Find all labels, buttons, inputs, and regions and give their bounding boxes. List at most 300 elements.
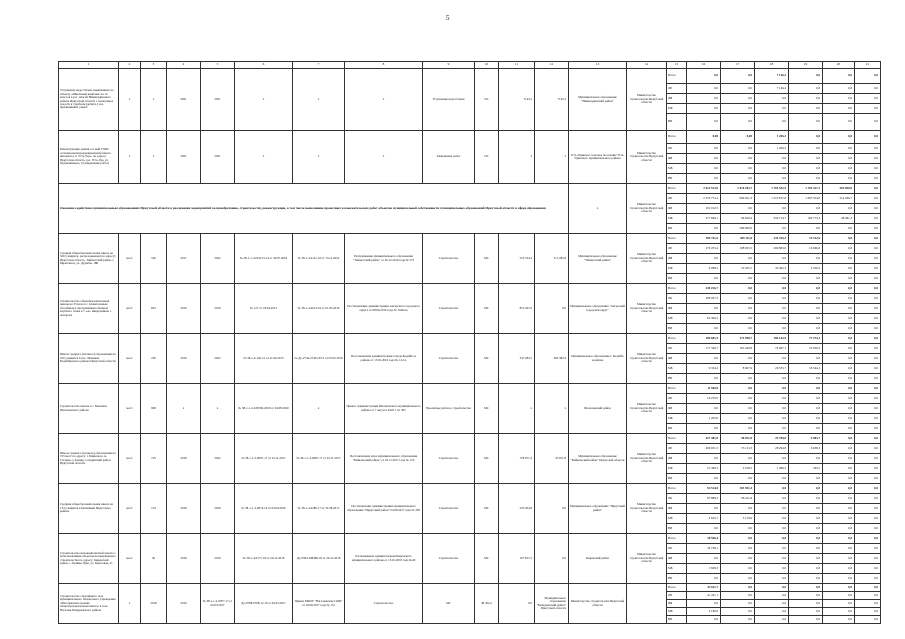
amount-cell: 0,0 [755, 154, 789, 164]
header-row [59, 62, 881, 69]
amount-cell: 0,0 [687, 154, 721, 164]
column-number-cell: 15 [667, 62, 687, 69]
project-cell: 0,0 [499, 584, 535, 624]
amount-cell: 0,0 [789, 204, 823, 214]
amount-cell: 0,0 [755, 414, 789, 424]
amount-cell: 0,0 [687, 524, 721, 534]
funding-source-cell: ВИ [667, 324, 687, 334]
amount-cell: 345,2 [789, 464, 823, 474]
project-cell: № 127 от 18.04.2013 [235, 284, 293, 334]
amount-cell: 0,0 [823, 600, 855, 608]
amount-cell: 0,0 [855, 224, 881, 234]
project-cell: Строительство [423, 234, 475, 284]
column-number-cell: 1 [59, 62, 119, 69]
project-cell: 50 [141, 534, 167, 584]
project-cell: 2016 [167, 284, 201, 334]
project-cell: Министерство строительства Иркутской области [627, 384, 667, 434]
amount-cell: 0,0 [823, 414, 855, 424]
project-cell: № 38-1-4-192-15 от 21.09.2015 [235, 334, 293, 384]
amount-cell: 0,0 [721, 424, 755, 434]
amount-cell: 0,0 [721, 554, 755, 564]
project-cell: 7145,2 [535, 69, 569, 131]
project-cell: мест [119, 284, 141, 334]
project-cell: Постановление мэра муниципального образования "Байкальский район" от 22.11.2017 года № 153 [345, 434, 423, 484]
object-name-cell: Средняя общеобразовательная школа на 134 учащихся в Целинный Иркутского района [59, 484, 119, 534]
project-cell: Киренский район [569, 534, 627, 584]
amount-cell: 0,0 [755, 608, 789, 616]
funding-source-cell: ВИ [667, 224, 687, 234]
amount-cell: 0,0 [855, 484, 881, 494]
project-cell: Министерство строительства Иркутской области [627, 534, 667, 584]
amount-cell: 43 611,7 [687, 584, 721, 592]
amount-cell: 0,0 [721, 564, 755, 574]
amount-cell: 0,0 [823, 144, 855, 154]
amount-cell: 0,0 [687, 104, 721, 114]
project-cell: 2022 [201, 434, 235, 484]
amount-cell: 0,0 [855, 514, 881, 524]
project-cell: х [499, 384, 535, 434]
funding-source-cell: ФБ [667, 554, 687, 564]
amount-cell: 0,00 [721, 131, 755, 144]
amount-cell: 11 500,0 [687, 384, 721, 394]
amount-cell: 0,0 [721, 414, 755, 424]
amount-cell: 0,0 [855, 274, 881, 284]
project-cell: 2021 [167, 69, 201, 131]
amount-cell: 9 288,2 [687, 264, 721, 274]
amount-cell: 0,0 [789, 600, 823, 608]
project-cell: Шелеховский район [569, 384, 627, 434]
column-number-cell: 11 [499, 62, 535, 69]
amount-cell: 0,0 [855, 244, 881, 254]
amount-cell: 277 669,1 [687, 214, 721, 224]
project-cell: х [535, 384, 569, 434]
amount-cell: 0,0 [855, 144, 881, 154]
project-cell: Устранение недостатков [423, 69, 475, 131]
amount-cell: 0,0 [687, 174, 721, 184]
amount-cell: 28 294,8 [755, 444, 789, 454]
table-row [59, 534, 881, 544]
amount-cell: 0,0 [823, 264, 855, 274]
funding-source-cell: Всего [667, 234, 687, 244]
project-cell: х [141, 131, 167, 184]
project-cell: МС [475, 284, 499, 334]
project-cell: мест [119, 484, 141, 534]
amount-cell: 999 621,3 [721, 194, 755, 204]
project-cell: МС [475, 384, 499, 434]
amount-cell: 580 000,0 [721, 224, 755, 234]
amount-cell: 10 455,7 [721, 264, 755, 274]
amount-cell: 406 031,5 [687, 444, 721, 454]
project-cell: Ду-0384-308489-18 от 20.12.2016 [293, 534, 345, 584]
project-cell: 0,0 [535, 284, 569, 334]
funding-source-cell: Всего [667, 131, 687, 144]
funding-source-cell: ОБ [667, 394, 687, 404]
project-cell: 2018 [141, 584, 167, 624]
amount-cell: 0,0 [721, 504, 755, 514]
amount-cell: 0,0 [755, 404, 789, 414]
amount-cell: 0,0 [823, 474, 855, 484]
column-number-cell: 7 [293, 62, 345, 69]
amount-cell: 79 607,1 [755, 344, 789, 354]
table-row [59, 184, 881, 194]
project-cell: Проектные работы, строительство [423, 384, 475, 434]
amount-cell: 0,0 [789, 384, 823, 394]
funding-source-cell: ОБ [667, 592, 687, 600]
object-name-cell: Устранение недостатков, выявленных по объекту «Школьный комплекс на 14 классов в р.п. Атагай Нижнеудинского района Иркутской области с пользуемое средств в судебном (арбитр.) зал, причинивших ущерб [59, 69, 119, 131]
amount-cell: 0,0 [721, 314, 755, 324]
project-cell: 347 282,5 [499, 334, 535, 384]
amount-cell: 0,0 [823, 504, 855, 514]
amount-cell: 0,0 [789, 524, 823, 534]
column-number-cell: 4 [167, 62, 201, 69]
amount-cell: 0,0 [855, 374, 881, 384]
amount-cell: 0,0 [823, 584, 855, 592]
project-cell: х [345, 131, 423, 184]
amount-cell: 0,0 [755, 224, 789, 234]
amount-cell: 0,0 [755, 616, 789, 624]
amount-cell: 0,0 [823, 69, 855, 84]
amount-cell: 0,0 [755, 424, 789, 434]
amount-cell: 0,0 [855, 214, 881, 224]
project-cell: Завершение работ [423, 131, 475, 184]
project-cell: х [167, 384, 201, 434]
funding-source-cell: ВИ [667, 524, 687, 534]
amount-cell: 1 265,0 [687, 414, 721, 424]
project-cell: х [293, 131, 345, 184]
amount-cell: 2 235 772,4 [687, 194, 721, 204]
amount-cell: 0,0 [721, 592, 755, 600]
program-table [58, 61, 881, 624]
amount-cell: 0,0 [687, 424, 721, 434]
funding-source-cell: МБ [667, 314, 687, 324]
amount-cell: 0,0 [789, 474, 823, 484]
project-cell: мест [119, 534, 141, 584]
amount-cell: 0,0 [823, 314, 855, 324]
amount-cell: 0,0 [855, 184, 881, 194]
amount-cell: 6 983,7 [789, 434, 823, 444]
amount-cell: 0,0 [855, 364, 881, 374]
project-cell: № Ду-2734-2734/10/15 от 03.02.2016 [293, 334, 345, 384]
amount-cell: 0,0 [789, 424, 823, 434]
amount-cell: 109 773,3 [789, 214, 823, 224]
amount-cell: 48 491,3 [823, 214, 855, 224]
amount-cell: 0,0 [823, 284, 855, 294]
amount-cell: 0,0 [721, 524, 755, 534]
amount-cell: 163 240,8 [721, 344, 755, 354]
amount-cell: 0,0 [721, 69, 755, 84]
amount-cell: 0,0 [755, 484, 789, 494]
amount-cell: 0,0 [755, 564, 789, 574]
amount-cell: 0,0 [855, 464, 881, 474]
amount-cell: 0,0 [855, 414, 881, 424]
amount-cell: 0,0 [823, 404, 855, 414]
amount-cell: 62 300,2 [687, 314, 721, 324]
project-cell: 2018 [167, 534, 201, 584]
object-name-cell: Школа среднего (полного) образования на 250 учащихся в пос. Мамакан Бодайбинского района Иркутской области [59, 334, 119, 384]
funding-source-cell: МБ [667, 608, 687, 616]
amount-cell: 0,0 [823, 554, 855, 564]
amount-cell: 0,0 [755, 600, 789, 608]
amount-cell: 0,0 [687, 274, 721, 284]
amount-cell: 0,0 [855, 354, 881, 364]
amount-cell: 249 226,7 [687, 284, 721, 294]
project-cell: 990 [141, 384, 167, 434]
amount-cell: 0,0 [721, 304, 755, 314]
amount-cell: 0,0 [789, 534, 823, 544]
amount-cell: 0,0 [823, 454, 855, 464]
amount-cell: 0,0 [755, 254, 789, 264]
column-number-cell: 13 [569, 62, 627, 69]
amount-cell: 7 146,2 [755, 84, 789, 94]
project-cell: 2016 [167, 334, 201, 384]
amount-cell: 0,0 [823, 444, 855, 454]
project-cell: № 38-1-1-3-0074-16 от 03.09.2016 [235, 484, 293, 534]
amount-cell: 0,0 [789, 274, 823, 284]
amount-cell: 0,0 [855, 304, 881, 314]
amount-cell: 0,0 [855, 254, 881, 264]
funding-source-cell: ОБ [667, 244, 687, 254]
amount-cell: 0,0 [823, 304, 855, 314]
amount-cell: 0,0 [755, 474, 789, 484]
amount-cell: 0,0 [855, 384, 881, 394]
project-cell: № 38-1-4-0280-17 от 31.08.2017 [293, 484, 345, 534]
amount-cell: 0,0 [721, 354, 755, 364]
project-cell: 523 534,4 [499, 234, 535, 284]
funding-source-cell: МБ [667, 264, 687, 274]
amount-cell: 0,0 [721, 324, 755, 334]
amount-cell: 186 681,9 [687, 334, 721, 344]
amount-cell: 0,0 [755, 394, 789, 404]
project-cell: Распоряжение муниципального образования "Тайшетский район" от 26.12.2016 года № 575 [345, 234, 423, 284]
section-title-cell: Оказание содействия муниципальным образованиям Иркутской области в реализации мероприятий по приобретению, строительству, реконструкции, в том числе выполнение проектных и изыскательских работ объектов муниципальной собственности муниципальных образований Иркутской области в сфере образования [59, 184, 569, 234]
project-cell: х [345, 69, 423, 131]
project-cell: 2021 [167, 131, 201, 184]
amount-cell: 101 102,5 [687, 204, 721, 214]
amount-cell: 0,0 [687, 374, 721, 384]
amount-cell: 0,0 [855, 94, 881, 104]
amount-cell: 0,0 [823, 244, 855, 254]
project-cell: Муниципальное образование "Ангарский городской округ" [569, 284, 627, 334]
amount-cell: 8 697,9 [721, 364, 755, 374]
funding-source-cell: ОБ [667, 144, 687, 154]
amount-cell: 0,0 [789, 414, 823, 424]
project-cell: Ду-0768-0768-12 16 от 02.03.2017 [235, 584, 293, 624]
funding-source-cell: Всего [667, 284, 687, 294]
funding-source-cell: МБ [667, 414, 687, 424]
funding-source-cell: ФБ [667, 204, 687, 214]
amount-cell: 0,0 [687, 324, 721, 334]
amount-cell: 10 235,0 [687, 394, 721, 404]
funding-source-cell: ВИ [667, 174, 687, 184]
funding-source-cell: ФБ [667, 304, 687, 314]
amount-cell: 0,0 [789, 174, 823, 184]
project-cell: 0,0 [535, 534, 569, 584]
amount-cell: 0,0 [687, 404, 721, 414]
amount-cell: 0,0 [855, 334, 881, 344]
project-cell: МС [475, 534, 499, 584]
amount-cell: 0,0 [789, 304, 823, 314]
amount-cell: 0,0 [855, 324, 881, 334]
amount-cell: 0,0 [855, 204, 881, 214]
amount-cell: 0,0 [855, 131, 881, 144]
amount-cell: 41 431,1 [687, 592, 721, 600]
amount-cell: 502 850,0 [823, 184, 855, 194]
amount-cell: 98 411,8 [721, 494, 755, 504]
project-cell: 45 811,8 [535, 434, 569, 484]
amount-cell: 0,0 [721, 294, 755, 304]
amount-cell: 1 703 327,3 [789, 184, 823, 194]
amount-cell: 0,0 [755, 294, 789, 304]
funding-source-cell: ОБ [667, 84, 687, 94]
project-cell: 233 204,8 [499, 484, 535, 534]
project-cell: № 38-1-1-3-0097-17 от 23.11.2017 [293, 434, 345, 484]
amount-cell: 0,0 [789, 514, 823, 524]
project-cell: 2017 [167, 234, 201, 284]
amount-cell: 0,0 [755, 284, 789, 294]
amount-cell: 4 625,7 [687, 514, 721, 524]
amount-cell: 0,0 [755, 504, 789, 514]
amount-cell: 0,0 [789, 284, 823, 294]
project-cell: Строительство [423, 534, 475, 584]
amount-cell: 0,0 [789, 616, 823, 624]
amount-cell: 0,0 [687, 454, 721, 464]
project-cell: МС [423, 584, 475, 624]
amount-cell: 0,0 [789, 608, 823, 616]
project-cell: мест [119, 234, 141, 284]
amount-cell: 0,0 [823, 154, 855, 164]
amount-cell: 87 888,3 [687, 494, 721, 504]
amount-cell: 26 535,7 [755, 364, 789, 374]
amount-cell: 0,0 [687, 574, 721, 584]
project-cell: Муниципальное образование "Тайшетский район" [569, 234, 627, 284]
project-cell: Муниципальное образование г. Бодайбо и района [569, 334, 627, 384]
project-cell: мест [119, 334, 141, 384]
amount-cell: 0,0 [789, 494, 823, 504]
amount-cell: 0,0 [789, 592, 823, 600]
amount-cell: 0,0 [823, 564, 855, 574]
amount-cell: 0,0 [687, 164, 721, 174]
project-cell: х [141, 69, 167, 131]
project-cell: 134 [141, 484, 167, 534]
funding-source-cell: ОБ [667, 344, 687, 354]
object-name-cell: Строительство малокомплектной школы с использованием объектов незавершенного строительства по адресу: Киренский район, с. Кривая Лука, ул. Береговая, 21 [59, 534, 119, 584]
amount-cell: 0,0 [823, 394, 855, 404]
project-cell: 2019 [201, 284, 235, 334]
amount-cell: 0,0 [721, 164, 755, 174]
amount-cell: 186 142,9 [755, 334, 789, 344]
amount-cell: 1 603 554,0 [789, 194, 823, 204]
funding-source-cell: ФБ [667, 154, 687, 164]
amount-cell: 0,0 [789, 354, 823, 364]
project-cell: х [499, 131, 535, 184]
table-row [59, 584, 881, 592]
project-cell: Строительство [423, 484, 475, 534]
funding-source-cell: Всего [667, 584, 687, 592]
amount-cell: 198 655,5 [721, 244, 755, 254]
amount-cell: 0,0 [755, 584, 789, 592]
funding-source-cell: Всего [667, 184, 687, 194]
amount-cell: 1 206,2 [755, 144, 789, 154]
project-cell: Постановление администрации муниципального образования "Иркутский район" 04.09.2017 года № 338 [345, 484, 423, 534]
amount-cell: 514 266,7 [823, 194, 855, 204]
amount-cell: 185 761,6 [687, 234, 721, 244]
amount-cell: 0,0 [823, 544, 855, 554]
amount-cell: 0,0 [755, 94, 789, 104]
amount-cell: 0,0 [823, 534, 855, 544]
funding-source-cell: МБ [667, 364, 687, 374]
amount-cell: 0,0 [823, 174, 855, 184]
project-cell: 7145,2 [499, 69, 535, 131]
amount-cell: 55 113,3 [721, 444, 755, 454]
funding-source-cell: ВИ [667, 574, 687, 584]
object-name-cell: Строительство школы в с. Баклаши Шелеховского района [59, 384, 119, 434]
column-number-cell: 16 [687, 62, 721, 69]
amount-cell: 0,0 [789, 84, 823, 94]
amount-cell: 0,0 [823, 364, 855, 374]
amount-cell: 0,0 [755, 314, 789, 324]
column-number-cell: 20 [823, 62, 855, 69]
amount-cell: 0,0 [721, 104, 755, 114]
project-cell: Строительство [345, 584, 423, 624]
amount-cell: 0,0 [687, 554, 721, 564]
amount-cell: 2 526,2 [789, 264, 823, 274]
project-cell: 825 [141, 284, 167, 334]
amount-cell: 0,0 [823, 524, 855, 534]
amount-cell: 0,0 [855, 154, 881, 164]
amount-cell: 0,0 [855, 394, 881, 404]
amount-cell: 0,0 [855, 344, 881, 354]
amount-cell: 0,0 [789, 374, 823, 384]
amount-cell: 2 918,5 [721, 464, 755, 474]
project-cell: № 38-1-4-0013-16 от 01.03.2016 [293, 284, 345, 334]
amount-cell: 0,0 [823, 374, 855, 384]
funding-source-cell: ВИ [667, 374, 687, 384]
funding-source-cell: МБ [667, 164, 687, 174]
amount-cell: 0,0 [687, 254, 721, 264]
column-number-cell: 8 [345, 62, 423, 69]
project-cell: 250 [141, 334, 167, 384]
amount-cell: 0,0 [823, 464, 855, 474]
project-cell: № 38-1-1-2-0077-17 от 02.03.2017 [201, 584, 235, 624]
funding-source-cell: ОБ [667, 444, 687, 454]
amount-cell: 0,0 [823, 616, 855, 624]
funding-source-cell: ФБ [667, 404, 687, 414]
project-cell: 520 [141, 234, 167, 284]
object-name-cell: Средняя общеобразовательная школа на 520 учащихся, расположенная (по адресу) Иркутская область, Тайшетский район, г. Бирюсинск, ул. Дружбы, 18Б [59, 234, 119, 284]
amount-cell: 0,0 [721, 84, 755, 94]
funding-source-cell: ВИ [667, 616, 687, 624]
amount-cell: 0,0 [755, 174, 789, 184]
amount-cell: 0,0 [789, 324, 823, 334]
amount-cell: 0,0 [823, 114, 855, 131]
project-cell: Постановление администрации Ангарского городского округа от 08.06.2016 года № 1349-па [345, 284, 423, 334]
amount-cell: 0,0 [687, 504, 721, 514]
amount-cell: 0,0 [687, 354, 721, 364]
amount-cell: 0,0 [855, 314, 881, 324]
project-cell: Министерство строительства Иркутской области [627, 284, 667, 334]
amount-cell: 0,0 [855, 616, 881, 624]
amount-cell: 0,0 [823, 354, 855, 364]
funding-source-cell: ФБ [667, 94, 687, 104]
amount-cell: 0,0 [721, 616, 755, 624]
amount-cell: 0,0 [687, 84, 721, 94]
amount-cell: 0,0 [721, 574, 755, 584]
amount-cell: 0,0 [823, 234, 855, 244]
amount-cell: 0,0 [755, 274, 789, 284]
funding-source-cell: ФБ [667, 254, 687, 264]
amount-cell: 334 325,3 [755, 234, 789, 244]
amount-cell: 0,0 [755, 104, 789, 114]
